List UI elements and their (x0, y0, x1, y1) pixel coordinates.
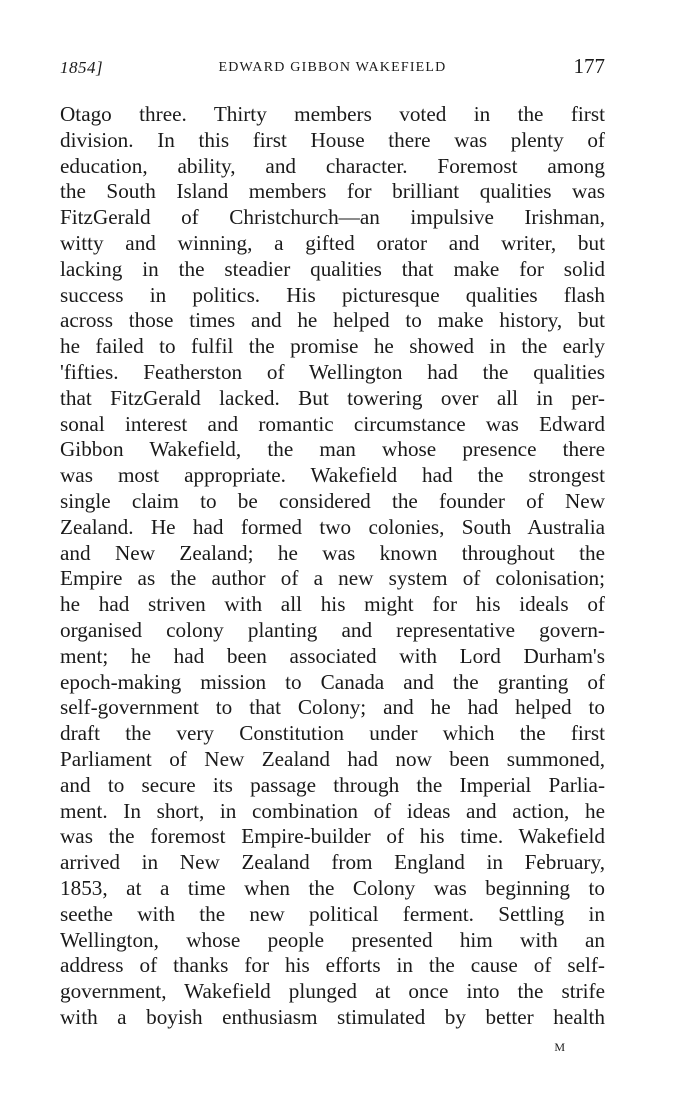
running-head-year: 1854] (60, 58, 104, 77)
text-line: Empire as the author of a new system of colonisation; (60, 566, 605, 591)
text-line: Gibbon Wakefield, the man whose presence there (60, 437, 605, 462)
text-line: and New Zealand; he was known throughout the (60, 540, 605, 565)
text-line: FitzGerald of Christchurch—an impulsive Irishman, (60, 205, 605, 230)
text-line: education, ability, and character. Foremost among (60, 153, 605, 178)
text-line: he had striven with all his might for his ideals of (60, 592, 605, 617)
book-page (60, 48, 605, 1031)
text-line: seethe with the new political ferment. Settling in (60, 901, 605, 926)
text-line: across those times and he helped to make history, but (60, 308, 605, 333)
text-line: was the foremost Empire-builder of his time. Wakefield (60, 824, 605, 849)
text-line: lacking in the steadier qualities that make for solid (60, 256, 605, 281)
text-line: Wellington, whose people presented him with an (60, 927, 605, 952)
text-line: and to secure its passage through the Imperial Parlia- (60, 772, 605, 797)
text-line: draft the very Constitution under which the first (60, 721, 605, 746)
text-line: with a boyish enthusiasm stimulated by better health (60, 1004, 605, 1029)
text-line: ment. In short, in combination of ideas and action, he (60, 798, 605, 823)
text-line: Otago three. Thirty members voted in the first (60, 102, 605, 126)
text-line: epoch-making mission to Canada and the granting of (60, 669, 605, 694)
text-line: single claim to be considered the founder of New (60, 488, 605, 513)
running-head-title: EDWARD GIBBON WAKEFIELD (218, 60, 447, 75)
text-line: address of thanks for his efforts in the cause of self- (60, 953, 605, 978)
text-line: division. In this first House there was plenty of (60, 127, 605, 152)
text-line: 'fifties. Featherston of Wellington had the qualities (60, 359, 605, 384)
page-number: 177 (573, 54, 605, 78)
text-line: Parliament of New Zealand had now been summoned, (60, 746, 605, 771)
text-line: arrived in New Zealand from England in February, (60, 850, 605, 875)
text-line: 1853, at a time when the Colony was beginning to (60, 875, 605, 900)
text-line: was most appropriate. Wakefield had the strongest (60, 463, 605, 488)
text-line: organised colony planting and representative govern- (60, 617, 605, 642)
text-line: government, Wakefield plunged at once into the strife (60, 979, 605, 1004)
text-line: self-government to that Colony; and he had helped to (60, 695, 605, 720)
text-line: he failed to fulfil the promise he showed in the early (60, 334, 605, 359)
text-line: sonal interest and romantic circumstance was Edward (60, 411, 605, 436)
body-text (60, 102, 605, 1031)
text-line: witty and winning, a gifted orator and writer, but (60, 230, 605, 255)
text-line: the South Island members for brilliant qualities was (60, 179, 605, 204)
text-line: that FitzGerald lacked. But towering over all in per- (60, 385, 605, 410)
text-line: ment; he had been associated with Lord Durham's (60, 643, 605, 668)
running-head (60, 48, 605, 88)
text-line: success in politics. His picturesque qualities flash (60, 282, 605, 307)
signature-mark: M (554, 1040, 566, 1054)
text-line: Zealand. He had formed two colonies, South Australia (60, 514, 605, 539)
